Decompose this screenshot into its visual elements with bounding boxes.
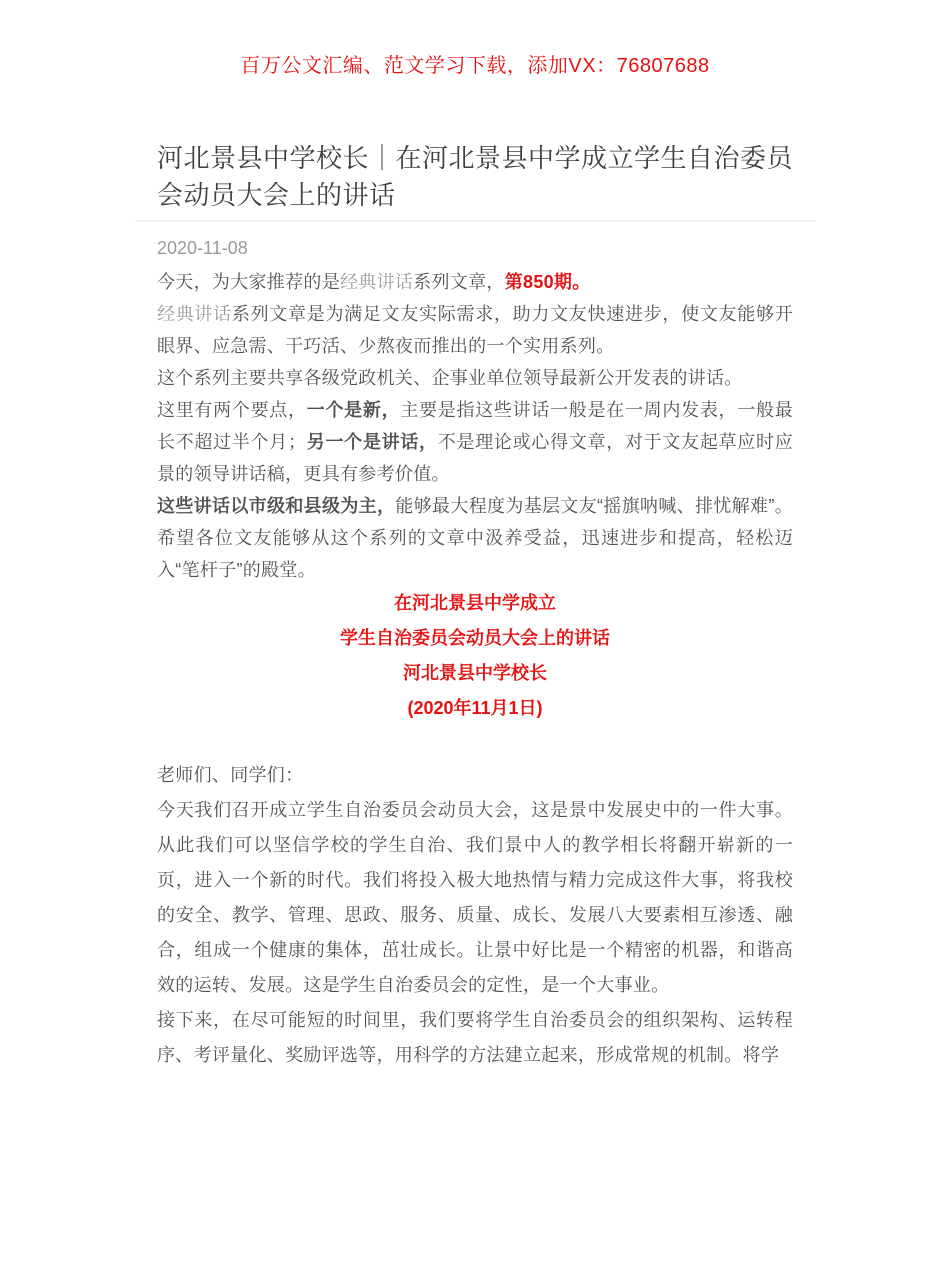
text-run-normal: 系列文章，	[413, 272, 505, 292]
text-run-normal: 这个系列主要共享各级党政机关、企事业单位领导最新公开发表的讲话。	[157, 368, 743, 388]
text-run-normal: 老师们、同学们：	[157, 765, 304, 785]
text-run-normal: 今天，为大家推荐的是	[157, 272, 340, 292]
text-run-muted: 经典讲话	[157, 304, 232, 324]
intro-section	[135, 266, 815, 586]
text-run-normal: 不是理论或心得文章，对于文友起草应时应景的领导讲话稿，更具有参考价值。	[157, 432, 793, 484]
text-run-redbold: 第850期。	[504, 272, 591, 292]
title-divider	[135, 220, 815, 222]
text-run-normal: 这里有两个要点，	[157, 400, 307, 420]
text-run-normal: 今天我们召开成立学生自治委员会动员大会，这是景中发展史中的一件大事。从此我们可以坚信学校的学生自治、我们景中人的教学相长将翻开崭新的一页，进入一个新的时代。我们将投入极大地热情与精力完成这件大事，将我校的安全、教学、管理、思政、服务、质量、成长、发展八大要素相互渗透、融合，组成一个健康的集体，茁壮成长。让景中好比是一个精密的机器，和谐高效的运转、发展。这是学生自治委员会的定性，是一个大事业。	[157, 800, 793, 995]
text-run-normal: 系列文章是为满足文友实际需求，助力文友快速进步，使文友能够开眼界、应急需、干巧活、少熬夜而推出的一个实用系列。	[157, 304, 793, 356]
text-run-normal: 主要是指这些讲话一般是在一周内发表，一般最长不超过半个月；	[157, 400, 793, 452]
red-heading-line: 河北景县中学校长	[403, 663, 547, 683]
text-run-bold: 一个是新，	[306, 400, 401, 420]
red-heading-line: 在河北景县中学成立	[394, 593, 556, 613]
article-title: 河北景县中学校长｜在河北景县中学成立学生自治委员会动员大会上的讲话	[157, 143, 794, 210]
text-run-normal: 能够最大程度为基层文友“摇旗呐喊、排忧解难”。希望各位文友能够从这个系列的文章中汲养受益，迅速进步和提高，轻松迈入“笔杆子”的殿堂。	[157, 496, 794, 580]
speech-heading-block	[135, 586, 815, 726]
red-heading-line: (2020年11月1日)	[407, 698, 543, 718]
text-run-bold: 另一个是讲话，	[306, 432, 438, 452]
paragraph	[157, 1003, 793, 1073]
paragraph	[157, 266, 793, 298]
paragraph	[157, 490, 793, 586]
text-run-normal: 接下来，在尽可能短的时间里，我们要将学生自治委员会的组织架构、运转程序、考评量化、奖励评选等，用科学的方法建立起来，形成常规的机制。将学	[157, 1010, 793, 1065]
promo-banner: 百万公文汇编、范文学习下载，添加VX：76807688	[240, 55, 710, 77]
paragraph	[157, 758, 793, 793]
paragraph	[157, 362, 793, 394]
article-container	[135, 140, 815, 1073]
text-run-bold: 这些讲话以市级和县级为主，	[157, 496, 396, 516]
text-run-muted: 经典讲话	[340, 272, 414, 292]
paragraph	[157, 298, 793, 362]
red-heading-line: 学生自治委员会动员大会上的讲话	[340, 628, 610, 648]
publish-date: 2020-11-08	[157, 238, 248, 258]
speech-body-section	[135, 758, 815, 1073]
paragraph	[157, 793, 793, 1003]
paragraph	[157, 394, 793, 490]
